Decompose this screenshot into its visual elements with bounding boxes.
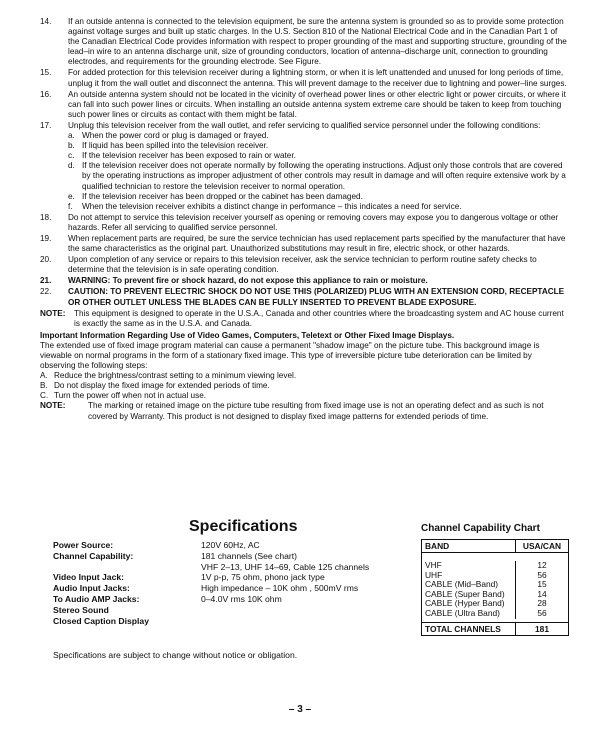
channel-chart-body [422, 553, 568, 622]
spec-key: Channel Capability: [53, 550, 134, 561]
safety-item-15: 15. For added protection for this television receiver during a lightning storm, or when it is left unattended and unused for long periods of time, unplug it from the wall outlet and disconnect the antenna. This will prevent damage to the receiver due to lightning and power–line surges. [40, 68, 567, 88]
safety-instructions [40, 17, 568, 422]
spec-key [53, 562, 201, 573]
safety-item-16: 16. An outside antenna system should not be located in the vicinity of overhead power lines or other electric light or power circuits, or where it can fall into such power lines or circuits. When installing an outside antenna system extreme care should be taken to keep from touching such power lines or circuits as contact with them might be fatal. [40, 89, 566, 119]
fixed-image-heading: Important Information Regarding Use of Video Games, Computers, Teletext or Other Fixed Image Displays. [40, 330, 455, 340]
safety-item-21-warning: 21. WARNING: To prevent fire or shock hazard, do not expose this appliance to rain or moisture. [40, 276, 428, 286]
condition-b: b. If liquid has been spilled into the television receiver. [68, 141, 269, 151]
spec-value: 0–4.0V rms 10K ohm [201, 593, 282, 604]
spec-key: To Audio AMP Jacks: [53, 593, 140, 604]
fixed-image-steps [40, 371, 568, 401]
spec-value: 1V p-p, 75 ohm, phono jack type [201, 572, 325, 583]
specifications-table [53, 540, 393, 626]
spec-value [201, 616, 393, 627]
service-conditions [68, 131, 568, 212]
spec-value: 120V 60Hz, AC [201, 540, 260, 550]
channel-capability-chart [421, 523, 569, 636]
step-a: A. Reduce the brightness/contrast setting to a minimum viewing level. [40, 371, 297, 381]
condition-c: c. If the television receiver has been exposed to rain or water. [68, 151, 296, 161]
page-number: – 3 – [288, 704, 312, 715]
channel-chart-total: TOTAL CHANNELS 181 [422, 622, 568, 635]
safety-item-22-caution: 22. CAUTION: TO PREVENT ELECTRIC SHOCK DO NOT USE THIS (POLARIZED) PLUG WITH AN EXTENSION CORD, RECEPTACLE OR OTHER OUTLET UNLESS THE BLADES CAN BE FULLY INSERTED TO PREVENT BLADE EXPOSURE. [40, 287, 565, 307]
table-row: UHF 56 [422, 571, 568, 581]
condition-e: e. If the television receiver has been dropped or the cabinet has been damaged. [68, 191, 363, 201]
spec-key: Video Input Jack: [53, 572, 124, 583]
spec-key: Closed Caption Display [53, 615, 149, 626]
table-row: CABLE (Super Band) 14 [422, 590, 568, 600]
table-row: CABLE (Ultra Band) 56 [422, 609, 568, 619]
safety-item-20: 20. Upon completion of any service or repairs to this television receiver, ask the service technician to perform routine safety checks to determine that the television is in safe operating condition. [40, 255, 537, 275]
safety-item-17: 17. Unplug this television receiver from the wall outlet, and refer servicing to qualified service personnel under the following conditions: a. When the power cord or plug is damaged or frayed. b. If liquid has been spilled into the television receiver. c. If the television receiver has been exposed to rain or water. d. If the television receiver does not operate normally by following the operating instructions. Adjust only those controls that are covered by the operating instructions as improper adjustment of other controls may result in damage and will often require extensive work by a qualified technician to restore the television receiver to normal operation. e. If the television receiver has been dropped or the cabinet has been damaged. f. When the television receiver exhibits a distinct change in performance – this indicates a need for service. [40, 121, 568, 212]
step-c: C. Turn the power off when not in actual use. [40, 391, 207, 401]
table-row: CABLE (Hyper Band) 28 [422, 599, 568, 609]
specifications-footnote: Specifications are subject to change without notice or obligation. [53, 650, 298, 660]
channel-chart-table [421, 539, 569, 636]
table-row: CABLE (Mid–Band) 15 [422, 580, 568, 590]
spec-value [201, 605, 393, 616]
spec-value: High impedance – 10K ohm , 500mV rms [201, 583, 359, 594]
safety-item-14: 14. If an outside antenna is connected to the television equipment, be sure the antenna system is grounded so as to provide some protection against voltage surges and built up static charges. In the U.S. Section 810 of the National Electrical Code and in the Canadian Part 1 of the Canadian Electrical Code provides information with respect to proper grounding of the mast and supporting structure, grounding of the lead–in wire to an antenna discharge unit, size of grounding conductors, location of antenna–discharge unit, connection to grounding electrodes, and requirements for the grounding electrode. See Figure. [40, 17, 567, 67]
step-b: B. Do not display the fixed image for extended periods of time. [40, 381, 270, 391]
note-country: NOTE: This equipment is designed to operate in the U.S.A., Canada and other countries where the broadcasting system and AC house current is exactly the same as in the U.S.A. and Canada. [40, 308, 564, 328]
channel-chart-title: Channel Capability Chart [421, 523, 540, 534]
spec-value: VHF 2–13, UHF 14–69, Cable 125 channels [201, 561, 370, 572]
spec-key: Stereo Sound [53, 604, 109, 615]
safety-list [40, 17, 568, 308]
spec-value: 181 channels (See chart) [201, 550, 298, 561]
specifications [53, 518, 393, 626]
safety-item-18: 18. Do not attempt to service this television receiver yourself as opening or removing covers may expose you to dangerous voltage or other hazards. Refer all servicing to qualified service personnel. [40, 212, 559, 232]
channel-chart-header: BAND USA/CAN [422, 540, 568, 553]
spec-key: Power Source: [53, 540, 114, 550]
condition-d: d. If the television receiver does not operate normally by following the operating instructions. Adjust only those controls that are covered by the operating instructions as improper adjustment of other controls may result in damage and will often require extensive work by a qualified technician to restore the television receiver to normal operation. [68, 161, 566, 191]
table-row: VHF 12 [422, 561, 568, 571]
specifications-title: Specifications [189, 518, 298, 535]
note-warranty: NOTE: The marking or retained image on the picture tube resulting from fixed image use is not an operating defect and as such is not covered by Warranty. This product is not designed to display fixed image patterns for extended periods of time. [40, 401, 544, 421]
safety-item-19: 19. When replacement parts are required, be sure the service technician has used replacement parts specified by the manufacturer that have the same characteristics as the original part. Unauthorized substitutions may result in fire, electric shock, or other hazards. [40, 233, 566, 254]
spec-key: Audio Input Jacks: [53, 583, 130, 594]
fixed-image-body: The extended use of fixed image program material can cause a permanent "shadow image" on the picture tube. This background image is viewable on normal programs in the form of a stationary fixed image. This type of irreversible picture tube deterioration can be limited by observing the following steps: [40, 340, 540, 371]
condition-a: a. When the power cord or plug is damaged or frayed. [68, 131, 269, 141]
condition-f: f. When the television receiver exhibits a distinct change in performance – this indicates a need for service. [68, 201, 462, 211]
